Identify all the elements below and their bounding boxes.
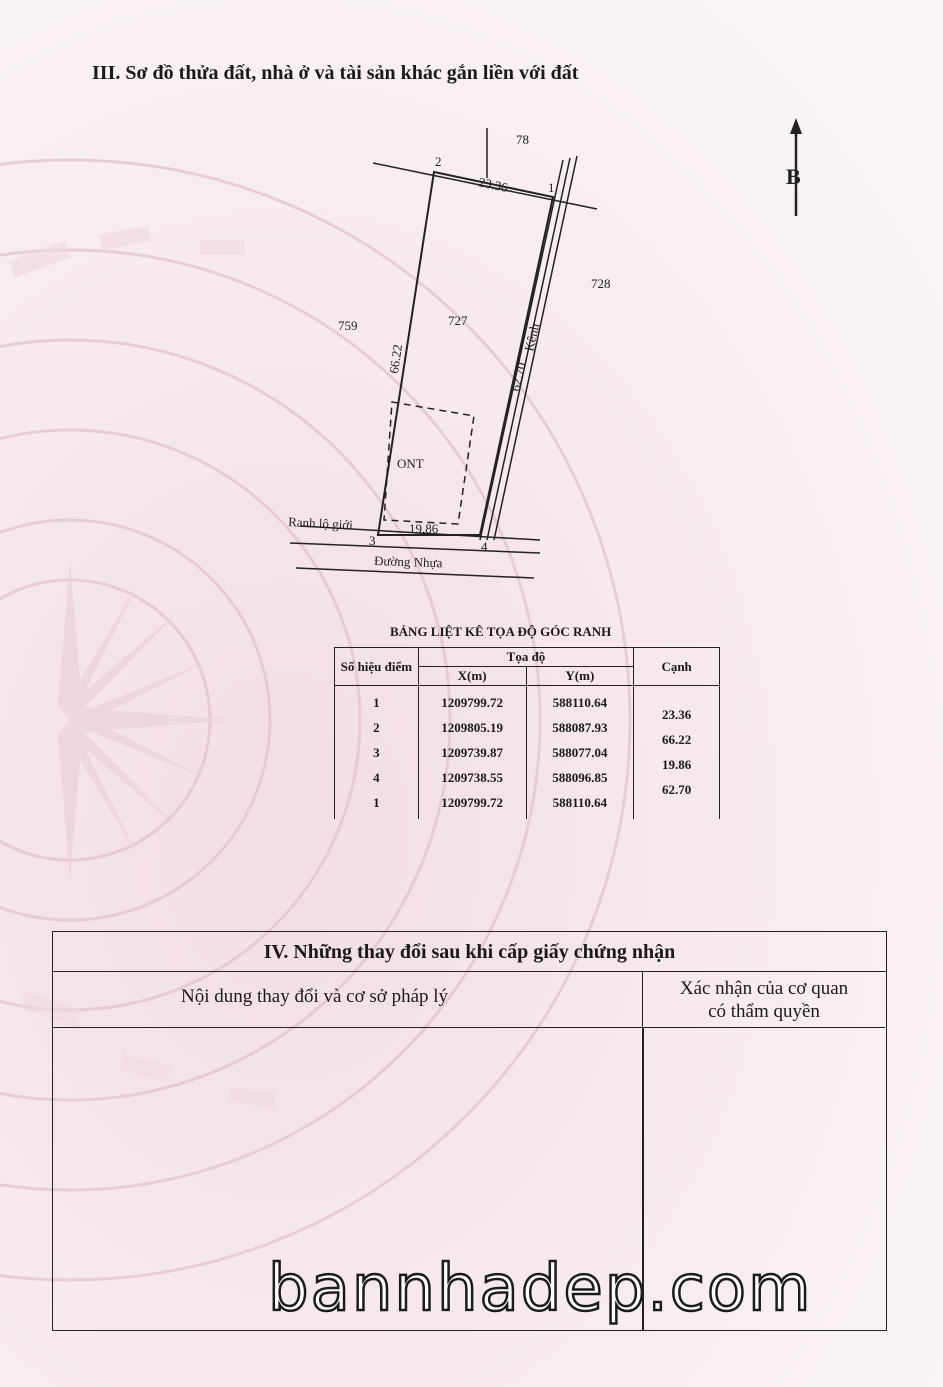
table-cell-y: 588110.64 <box>552 695 608 710</box>
table-cell-edge: 62.70 <box>662 782 692 797</box>
table-cell-x: 1209799.72 <box>441 695 503 710</box>
table-cell-point: 1 <box>373 695 380 710</box>
x-column <box>418 686 526 820</box>
north-label: B <box>786 164 801 189</box>
table-cell-x: 1209739.87 <box>441 745 503 760</box>
column-confirm-header <box>643 972 885 1028</box>
edge-column <box>634 686 720 820</box>
table-cell-x: 1209805.19 <box>441 720 503 735</box>
table-cell-point: 4 <box>373 770 380 785</box>
y-column <box>526 686 634 820</box>
canal-label: Kênh <box>521 321 543 353</box>
point-1-label: 1 <box>548 180 555 195</box>
table-cell-point: 2 <box>373 720 380 735</box>
table-cell-x: 1209799.72 <box>441 795 503 810</box>
point-column <box>335 686 419 820</box>
house-ont-label: ONT <box>397 456 424 471</box>
parcel-78-label: 78 <box>516 132 529 147</box>
edge-2-3-label: 66.22 <box>386 343 406 375</box>
parcel-727-label: 727 <box>448 313 468 328</box>
edge-3-4-label: 19.86 <box>409 521 439 536</box>
header-y: Y(m) <box>526 667 634 686</box>
table-cell-edge: 19.86 <box>662 757 692 772</box>
header-point: Số hiệu điểm <box>335 648 419 686</box>
point-2-label: 2 <box>435 154 442 169</box>
edge-4-1-label: 62.70 <box>507 360 529 393</box>
road-edge-line <box>290 543 540 553</box>
header-coords: Tọa độ <box>418 648 634 667</box>
section-3-title: III. Sơ đồ thửa đất, nhà ở và tài sản khác gắn liền với đất <box>92 62 579 84</box>
road-label: Đường Nhựa <box>373 553 443 571</box>
parcel-759-label: 759 <box>338 318 358 333</box>
table-cell-point: 1 <box>373 795 380 810</box>
column-content-header: Nội dung thay đổi và cơ sở pháp lý <box>53 972 643 1028</box>
road-far-edge-line <box>296 568 534 578</box>
site-watermark: bannhadep.com <box>268 1252 813 1326</box>
parcel-727-outline <box>378 172 553 535</box>
edge-1-2-label: 23.36 <box>477 174 510 196</box>
coord-table-title: BẢNG LIỆT KÊ TỌA ĐỘ GÓC RANH <box>390 624 612 639</box>
parcel-728-label: 728 <box>591 276 611 291</box>
table-cell-point: 3 <box>373 745 380 760</box>
boundary-label: Ranh lộ giới <box>287 514 354 533</box>
section-4-title: IV. Những thay đổi sau khi cấp giấy chứng nhận <box>53 932 886 972</box>
point-4-label: 4 <box>481 539 488 554</box>
table-cell-y: 588110.64 <box>552 795 608 810</box>
table-cell-x: 1209738.55 <box>441 770 503 785</box>
header-edge: Cạnh <box>634 648 720 686</box>
table-cell-edge: 66.22 <box>662 732 692 747</box>
table-cell-y: 588096.85 <box>552 770 608 785</box>
table-cell-y: 588087.93 <box>552 720 608 735</box>
column-confirm-line2: có thẩm quyền <box>708 1001 820 1022</box>
column-confirm-line1: Xác nhận của cơ quan <box>679 978 849 999</box>
edge-spacer <box>636 690 717 702</box>
table-cell-edge: 23.36 <box>662 707 692 722</box>
coord-table <box>334 647 720 819</box>
point-3-label: 3 <box>369 533 376 548</box>
table-cell-y: 588077.04 <box>552 745 608 760</box>
header-x: X(m) <box>418 667 526 686</box>
